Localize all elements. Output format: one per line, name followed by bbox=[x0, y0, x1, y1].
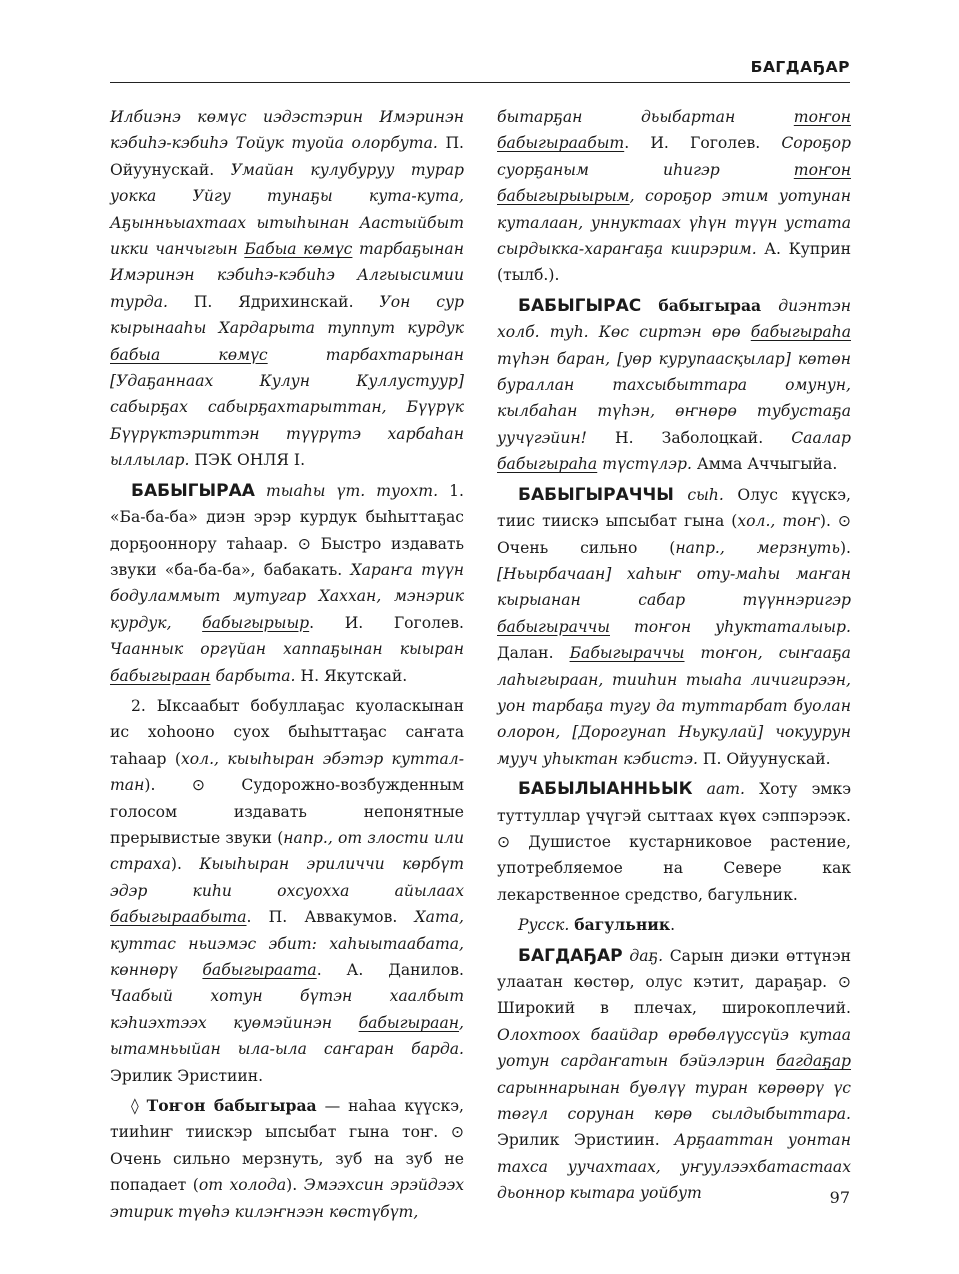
example: Көс сиртэн өрө bbox=[598, 323, 741, 342]
example: тоҥон, сыҥааҕа лаһыгыраан, тииһин тыаһа личигирээн, уон тарбаҕа тугу да туттарбат буолан олорон, [Дорогунап Ньукулай] чокуурун мууч уһыктан кэбистэ. bbox=[497, 644, 851, 768]
entry-headword: БАБЫЛЫАННЬЫК bbox=[518, 779, 693, 800]
translation-marker-icon: ⊙ bbox=[297, 534, 311, 553]
russian-word: багульник bbox=[574, 915, 671, 935]
source: Амма Аччыгыйа. bbox=[696, 455, 838, 474]
translation-marker-icon: ⊙ bbox=[450, 1123, 464, 1142]
running-head-title: БАГДАҔАР bbox=[750, 58, 850, 76]
underlined-word: бабыгыраабыта bbox=[110, 908, 247, 927]
quote-text: Уон сур кырынааһы Хардарыта туппут курдук bbox=[110, 292, 464, 338]
entry-headword: БАГДАҔАР bbox=[518, 945, 623, 966]
dictionary-entry bbox=[497, 293, 851, 478]
example: Кыыһыран эриличчи көрбүт эдэр киһи охсуохха айылаах bbox=[110, 855, 464, 900]
running-header bbox=[110, 54, 850, 83]
source: . И. Гоголев. bbox=[309, 613, 464, 632]
underlined-word: бабыгыраһа bbox=[497, 455, 598, 474]
dash: — bbox=[324, 1097, 341, 1116]
source: Далан. bbox=[497, 644, 554, 663]
dictionary-entry bbox=[110, 478, 464, 689]
source: Н. Якутскай. bbox=[300, 666, 408, 685]
entry-headword: БАБЫГЫРАЧЧЫ bbox=[518, 484, 674, 505]
translation-marker-icon: ⊙ bbox=[191, 776, 205, 795]
punct: ). bbox=[839, 538, 852, 557]
underlined-word: тоҥон bbox=[793, 160, 851, 179]
punct: ). bbox=[144, 776, 156, 795]
source: Эрилик Эристиин. bbox=[497, 1131, 660, 1150]
underlined-word: бабыгыраччы bbox=[497, 617, 610, 636]
example: Эмээхсин эрэйдээх этирик түөһэ килэҥнээн көстүбүт, bbox=[110, 1176, 465, 1221]
language-label: Русск. bbox=[518, 916, 570, 935]
dictionary-entry bbox=[497, 482, 851, 772]
cross-reference: бабыгыраа bbox=[658, 295, 762, 315]
dictionary-entry bbox=[497, 776, 851, 908]
note: напр., от злости или страха bbox=[110, 828, 465, 874]
example: Хата, куттас ньиэмэс эбит: хаһыытаабата, көннөрү bbox=[110, 908, 464, 979]
definition: Хоту эмкэ туттуллар үчүгэй сыттаах күөх сэппэрээк. bbox=[497, 780, 851, 825]
source: П. Ойуунускай. bbox=[702, 749, 831, 768]
underlined-word: бабыгыраата bbox=[202, 961, 317, 979]
underlined-word: Бабыа көмүс bbox=[244, 240, 353, 259]
example: [Ньырбачаан] хаһыҥ оту-маһы маҥан кырыанан сабар түүннэригэр bbox=[497, 564, 851, 610]
note: от холода bbox=[198, 1176, 287, 1195]
source: Эрилик Эристиин. bbox=[110, 1066, 264, 1085]
example: Арҕааттан уонтан тахса уучахтаах, уҥуулээхбатастаах дьоннор кытара уойбут bbox=[497, 1131, 851, 1203]
translation-marker-icon: ⊙ bbox=[837, 512, 851, 531]
left-column bbox=[110, 104, 464, 1229]
underlined-word: бабыгыраан bbox=[358, 1013, 460, 1032]
idiom-marker-icon: ◊ bbox=[131, 1097, 139, 1116]
quote-paragraph bbox=[110, 104, 464, 474]
punct: ). bbox=[286, 1176, 298, 1195]
translation: Очень сильно мерзнуть, зуб на зуб не попадает ( bbox=[110, 1149, 464, 1195]
translation: Очень сильно ( bbox=[497, 538, 676, 557]
source: . И. Гоголев. bbox=[624, 134, 761, 153]
example: бытарҕан дьыбартан bbox=[497, 108, 736, 126]
example: Саалар bbox=[791, 428, 851, 447]
example: Чаабый хотун бүтэн хаалбыт кэһиэхтээх куөмэйинэн bbox=[110, 987, 464, 1032]
source: П. Ядрихинскай. bbox=[193, 292, 354, 311]
definition: 1. «Ба-ба-ба» диэн эрэр курдук быһыттаҕас дорҕооннору таһаар. bbox=[110, 481, 464, 553]
translation-marker-icon: ⊙ bbox=[497, 832, 511, 851]
idiom-entry bbox=[110, 1093, 464, 1225]
translation: Быстро издавать звуки «ба-ба-ба», бабакать. bbox=[110, 534, 465, 579]
source: . А. Данилов. bbox=[316, 961, 464, 979]
grammar-label: сыһ. bbox=[687, 485, 724, 504]
russian-equivalent bbox=[497, 912, 851, 938]
example: Хараҥа түүн бодуламмыт мутугар Хаххан, мэнэрик курдук, bbox=[110, 560, 464, 632]
source: ПЭК ОНЛЯ I. bbox=[194, 451, 306, 470]
right-column bbox=[497, 104, 851, 1211]
example: Олохтоох баайдар өрөбөлүуссүйэ кутаа уотун сардаҥатын бэйэлэрин bbox=[497, 1025, 851, 1071]
translation: Душистое кустарниковое растение, употребляемое на Севере как лекарственное средство, багульник. bbox=[497, 832, 851, 904]
underlined-word: бабыа көмүс bbox=[110, 345, 268, 364]
quote-text: тарбахтарынан [Удаҕаннаах Кулун Куллустуур] сабырҕах сабырҕахтарыттан, Бүүрүк Бүүрүктэриттэн түүрүтэ харбаһан ыллылар. bbox=[110, 345, 464, 470]
source: . П. Аввакумов. bbox=[246, 908, 398, 927]
example: , сороҕор этим уотунан куталаан, уннуктаах үһүн түүн устата сырдыкка-хараҥаҕа киирэрим. bbox=[497, 187, 851, 259]
definition: 2. Ыксаабыт бобуллаҕас куоласкынан ис хоһооно суох быһыттаҕас саҥата таһаар ( bbox=[110, 696, 464, 768]
definition: Сарын диэки өттүнэн улаатан көстөр, олус кэтит, дараҕар. bbox=[497, 946, 851, 991]
punct: ). bbox=[170, 855, 182, 874]
punct: ). bbox=[819, 512, 831, 531]
example: Сороҕор суорҕаным иһигэр bbox=[497, 134, 851, 179]
translation: Широкий в плечах, широкоплечий. bbox=[497, 999, 851, 1018]
continued-paragraph bbox=[497, 104, 851, 289]
example: Чааннык оргүйан хаппаҕынан кыыран bbox=[110, 640, 464, 659]
grammar-label: тыаһы үт. туохт. bbox=[265, 481, 439, 500]
example: түһэн баран, [уөр курупаасқылар] көтөн бураллан тахсыбыттара омунун, кылбаһан түһэн, өҥнөрө тубустаҕа уучүгэйин! bbox=[497, 349, 851, 447]
page-number: 97 bbox=[829, 1188, 850, 1207]
source: А. Куприн (тылб.). bbox=[497, 240, 851, 285]
translation: Судорожно-возбужденным голосом издавать непонятные прерывистые звуки ( bbox=[110, 776, 464, 847]
example: түстүлэр. bbox=[602, 455, 692, 474]
example: сарыннарынан буөлүү туран көрөөрү үс төгүл сорунан көрө сылдыбыттара. bbox=[497, 1078, 851, 1124]
grammar-label: диэнтэн холб. туһ. bbox=[497, 296, 851, 342]
dictionary-sense bbox=[110, 693, 464, 1089]
underlined-word: бабыгыраабыт bbox=[497, 134, 625, 153]
translation-marker-icon: ⊙ bbox=[837, 973, 851, 991]
entry-headword: БАБЫГЫРАС bbox=[518, 295, 642, 316]
idiom-headword: Тоҥон бабыгыраа bbox=[146, 1096, 317, 1116]
definition: наһаа күүскэ, тииһиҥ тиискэр ыпсыбат гына тоҥ. bbox=[110, 1097, 464, 1142]
source: П. Ойуунускай. bbox=[110, 134, 464, 179]
grammar-label: даҕ. bbox=[629, 946, 664, 965]
underlined-word: бабыгырыыр bbox=[202, 613, 310, 632]
dictionary-entry bbox=[497, 943, 851, 1207]
underlined-word: бабыгырыырым bbox=[497, 187, 630, 206]
underlined-word: багдаҕар bbox=[776, 1052, 851, 1071]
source: Н. Заболоцкай. bbox=[615, 428, 764, 447]
note: напр., мерзнуть bbox=[675, 538, 840, 557]
quote-text: Умайан кулубуруу турар уокка Уйгу тунаҕы кута-кута, Аҕынньыахтаах ытыһынан Аастыйбыт икки чанчыгын bbox=[110, 160, 464, 259]
definition: Олус күүскэ, тиис тиискэ ыпсыбат гына ( bbox=[497, 485, 851, 531]
example: , ытамньыйан ыла-ыла саҥаран барда. bbox=[110, 1013, 464, 1059]
example: барбыта. bbox=[215, 666, 296, 685]
underlined-word: тоҥон bbox=[793, 108, 851, 126]
underlined-word: бабыгыраһа bbox=[750, 323, 851, 342]
underlined-word: бабыгыраан bbox=[110, 666, 211, 685]
punct: . bbox=[670, 916, 676, 935]
quote-text: Илбиэнэ көмүс иэдэстэрин Имэринэн кэбиһэ-кэбиһэ Тойук туойа олорбута. bbox=[110, 108, 464, 153]
note: хол., тоҥ bbox=[737, 512, 820, 531]
quote-text: тарбаҕынан Имэринэн кэбиһэ-кэбиһэ Алгыысимии турда. bbox=[110, 240, 464, 311]
underlined-word: Бабыгыраччы bbox=[569, 644, 685, 663]
entry-headword: БАБЫГЫРАА bbox=[131, 480, 255, 501]
note: хол., кыыһыран эбэтэр куттал-тан bbox=[110, 749, 464, 795]
example: тоҥон уһуктаталыыр. bbox=[633, 617, 851, 636]
grammar-label: аат. bbox=[706, 780, 746, 799]
